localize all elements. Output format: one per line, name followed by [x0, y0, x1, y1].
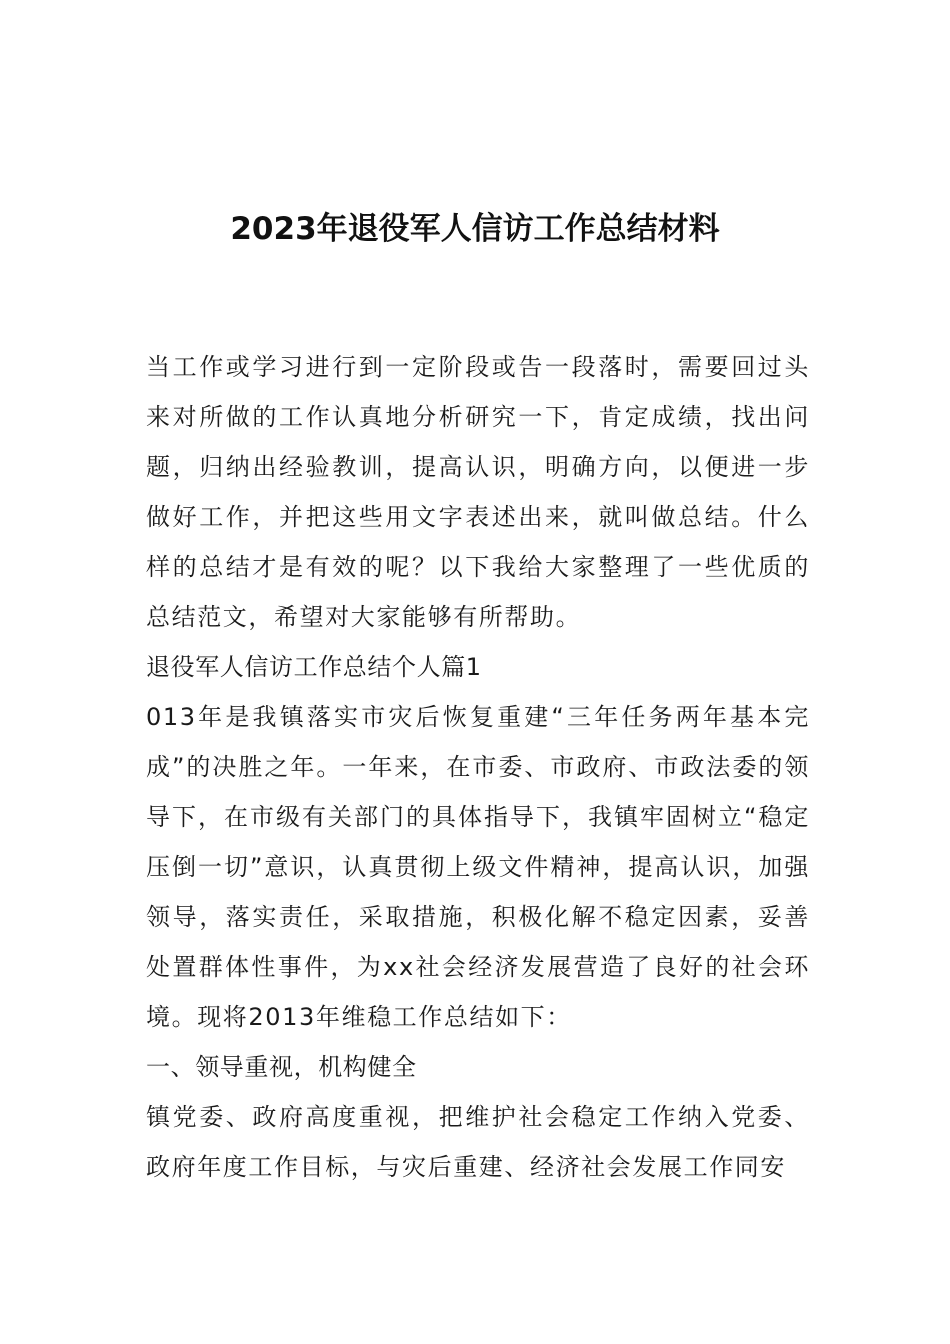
document-title: 2023年退役军人信访工作总结材料 — [230, 211, 720, 247]
body-paragraph: 镇党委、政府高度重视，把维护社会稳定工作纳入党委、政府年度工作目标，与灾后重建、经济社会发展工作同安 — [146, 1103, 810, 1181]
section-heading: 退役军人信访工作总结个人篇1 — [146, 653, 482, 681]
document-body — [146, 342, 810, 1192]
subsection-heading: 一、领导重视，机构健全 — [146, 1053, 417, 1081]
summary-paragraph: 013年是我镇落实市灾后恢复重建“三年任务两年基本完成”的决胜之年。一年来，在市委、市政府、市政法委的领导下，在市级有关部门的具体指导下，我镇牢固树立“稳定压倒一切”意识，认真贯彻上级文件精神，提高认识，加强领导，落实责任，采取措施，积极化解不稳定因素，妥善处置群体性事件，为xx社会经济发展营造了良好的社会环境。现将2013年维稳工作总结如下： — [146, 703, 810, 1031]
intro-paragraph: 当工作或学习进行到一定阶段或告一段落时，需要回过头来对所做的工作认真地分析研究一下，肯定成绩，找出问题，归纳出经验教训，提高认识，明确方向，以便进一步做好工作，并把这些用文字表述出来，就叫做总结。什么样的总结才是有效的呢？以下我给大家整理了一些优质的总结范文，希望对大家能够有所帮助。 — [146, 353, 810, 631]
